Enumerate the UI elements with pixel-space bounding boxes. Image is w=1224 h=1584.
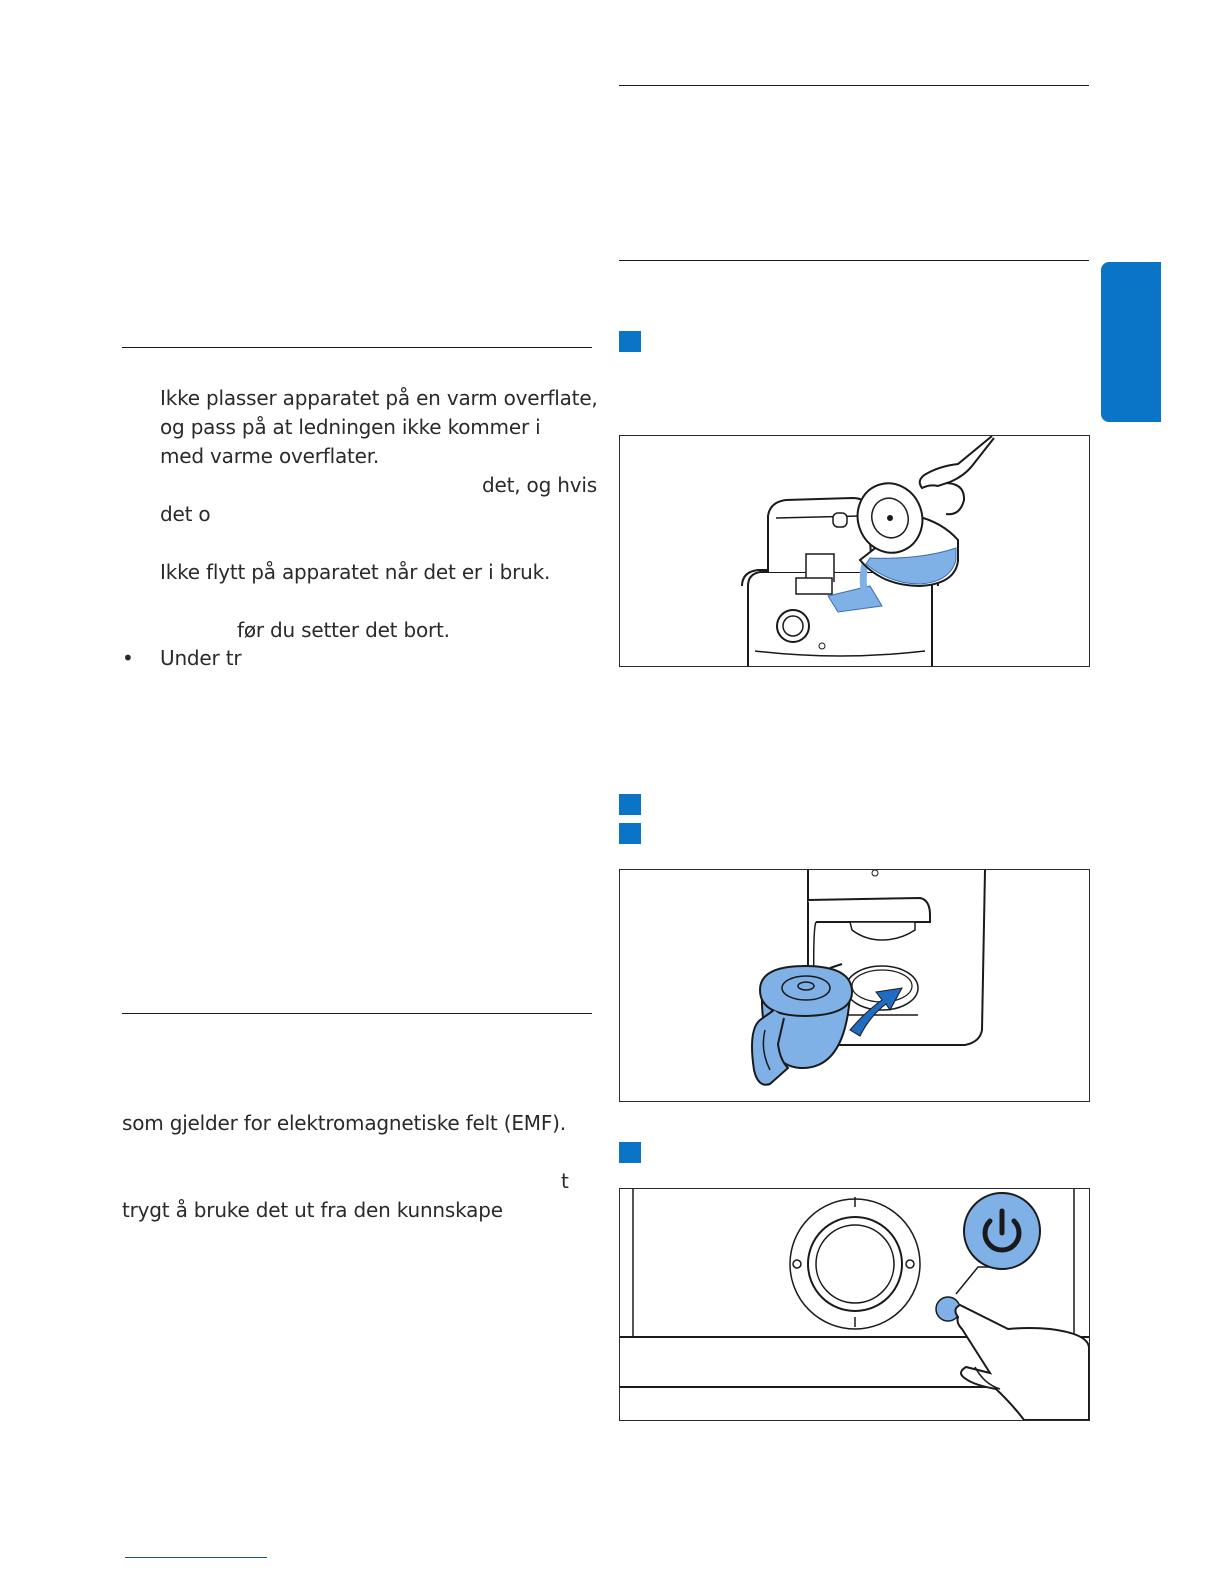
warning-line-3: med varme overflater. — [160, 444, 380, 468]
figure-place-carafe — [619, 869, 1090, 1102]
emf-line-3: trygt å bruke det ut fra den kunnskape — [122, 1198, 503, 1222]
warning-line-7: før du setter det bort. — [237, 618, 450, 642]
section-rule-usage — [619, 260, 1089, 261]
language-tab — [1101, 262, 1161, 422]
carafe-insert-illustration-icon — [620, 870, 1089, 1101]
emf-line-2: t — [561, 1169, 569, 1193]
step-marker-2 — [619, 794, 641, 815]
footnote-rule — [125, 1557, 267, 1558]
warning-line-5: det o — [160, 502, 211, 526]
section-rule-safety — [122, 347, 592, 348]
warning-line-2: og pass på at ledningen ikke kommer i — [160, 415, 541, 439]
step-marker-4 — [619, 1142, 641, 1163]
power-button-illustration-icon — [620, 1189, 1089, 1420]
warning-line-6: Ikke flytt på apparatet når det er i bruk. — [160, 560, 551, 584]
warning-line-1: Ikke plasser apparatet på en varm overflate, — [160, 386, 598, 410]
emf-line-1: som gjelder for elektromagnetiske felt (EMF). — [122, 1111, 566, 1135]
section-rule-top — [619, 85, 1089, 86]
figure-press-power-button — [619, 1188, 1090, 1421]
step-marker-3 — [619, 823, 641, 844]
water-pour-illustration-icon — [620, 436, 1089, 666]
figure-fill-water-tank — [619, 435, 1090, 667]
bullet-marker: • — [122, 646, 134, 670]
step-marker-1 — [619, 331, 641, 352]
warning-line-4: det, og hvis — [482, 473, 597, 497]
section-rule-emf — [122, 1013, 592, 1014]
warning-line-8: Under tr — [160, 646, 242, 670]
